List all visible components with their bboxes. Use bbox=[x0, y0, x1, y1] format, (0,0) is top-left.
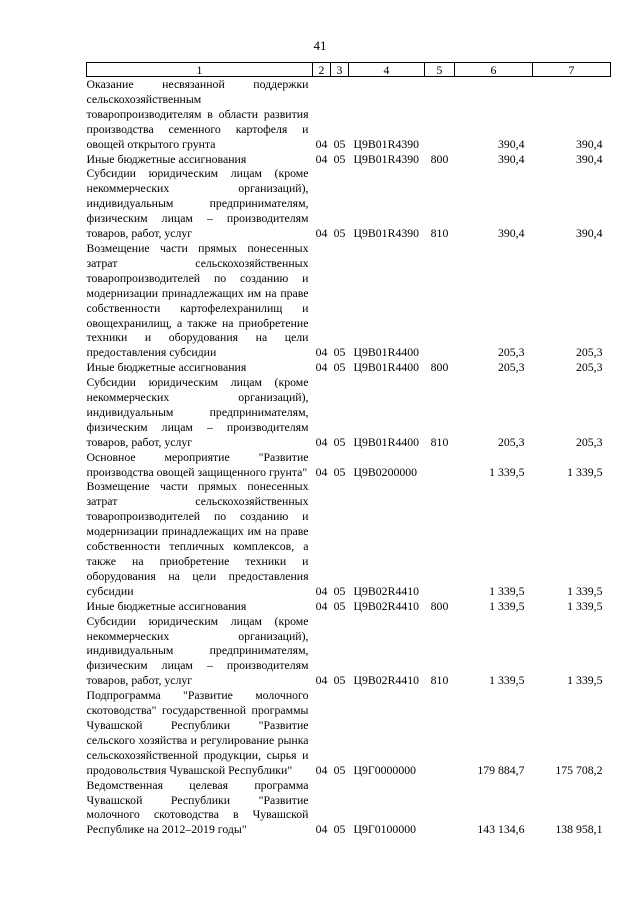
row-expense-type: 810 bbox=[430, 434, 449, 449]
column-header: 5 bbox=[425, 63, 455, 77]
table-row bbox=[87, 360, 611, 375]
row-expense-type: 810 bbox=[430, 673, 449, 688]
table-body bbox=[87, 77, 611, 838]
row-amount-1: 390,4 bbox=[497, 151, 525, 166]
row-name: Субсидии юридическим лицам (кроме некоммерческих организаций), индивидуальным предпринимателям, физическим лицам – производителям товаров, работ, услуг bbox=[86, 613, 309, 688]
row-subsection: 05 bbox=[333, 151, 346, 166]
row-amount-2: 1 339,5 bbox=[567, 464, 603, 479]
row-section: 04 bbox=[315, 226, 328, 241]
row-expense-type: 810 bbox=[430, 226, 449, 241]
row-subsection: 05 bbox=[333, 136, 346, 151]
table-row bbox=[87, 479, 611, 598]
row-expense-type: 800 bbox=[430, 360, 449, 375]
row-section: 04 bbox=[315, 822, 328, 837]
column-header: 3 bbox=[331, 63, 349, 77]
row-target-code: Ц9В01R4400 bbox=[353, 434, 420, 449]
row-amount-2: 205,3 bbox=[575, 360, 603, 375]
row-section: 04 bbox=[315, 136, 328, 151]
column-header: 4 bbox=[349, 63, 425, 77]
row-expense-type bbox=[425, 479, 455, 598]
row-amount-1: 1 339,5 bbox=[489, 673, 525, 688]
row-amount-2: 1 339,5 bbox=[567, 598, 603, 613]
row-amount-1: 1 339,5 bbox=[489, 598, 525, 613]
table-row bbox=[87, 614, 611, 689]
row-expense-type: 800 bbox=[430, 598, 449, 613]
row-amount-1: 1 339,5 bbox=[489, 583, 525, 598]
row-subsection: 05 bbox=[333, 226, 346, 241]
row-amount-2: 390,4 bbox=[575, 151, 603, 166]
table-row bbox=[87, 375, 611, 450]
row-amount-1: 179 884,7 bbox=[477, 762, 525, 777]
row-subsection: 05 bbox=[333, 822, 346, 837]
row-name: Оказание несвязанной поддержки сельскохозяйственным товаропроизводителям в области развития производства семенного картофеля и овощей открытого грунта bbox=[86, 77, 309, 151]
row-amount-1: 205,3 bbox=[497, 434, 525, 449]
row-target-code: Ц9В01R4400 bbox=[353, 360, 420, 375]
row-name: Иные бюджетные ассигнования bbox=[86, 151, 247, 166]
row-section: 04 bbox=[315, 345, 328, 360]
row-section: 04 bbox=[315, 151, 328, 166]
row-amount-1: 143 134,6 bbox=[477, 822, 525, 837]
table-row bbox=[87, 152, 611, 167]
row-target-code: Ц9В01R4400 bbox=[353, 345, 420, 360]
column-header: 1 bbox=[87, 63, 313, 77]
row-name: Возмещение части прямых понесенных затрат сельскохозяйственных товаропроизводителей по созданию и модернизации принадлежащих им на праве собственности тепличных комплексов, а также на приобретение техники и оборудования на цели предоставления субсидии bbox=[86, 479, 309, 598]
table-row bbox=[87, 77, 611, 152]
row-amount-1: 390,4 bbox=[497, 226, 525, 241]
row-name: Возмещение части прямых понесенных затрат сельскохозяйственных товаропроизводителей по созданию и модернизации принадлежащих им на праве собственности картофелехранилищ и овощехранилищ, а также на приобретение техники и оборудования на цели предоставления субсидии bbox=[86, 240, 309, 360]
row-name: Иные бюджетные ассигнования bbox=[86, 360, 247, 375]
table-row bbox=[87, 688, 611, 777]
row-amount-2: 390,4 bbox=[575, 226, 603, 241]
row-amount-1: 205,3 bbox=[497, 345, 525, 360]
row-expense-type bbox=[425, 688, 455, 777]
row-subsection: 05 bbox=[333, 345, 346, 360]
row-target-code: Ц9Г0100000 bbox=[353, 822, 417, 837]
row-expense-type bbox=[425, 778, 455, 838]
row-subsection: 05 bbox=[333, 434, 346, 449]
table-row bbox=[87, 166, 611, 241]
table-header-row bbox=[87, 63, 611, 77]
row-expense-type bbox=[425, 450, 455, 480]
row-expense-type: 800 bbox=[430, 151, 449, 166]
budget-table bbox=[86, 62, 611, 837]
row-amount-1: 205,3 bbox=[497, 360, 525, 375]
table-row bbox=[87, 450, 611, 480]
row-expense-type bbox=[425, 241, 455, 360]
row-section: 04 bbox=[315, 598, 328, 613]
table-row bbox=[87, 599, 611, 614]
row-section: 04 bbox=[315, 583, 328, 598]
row-section: 04 bbox=[315, 464, 328, 479]
row-subsection: 05 bbox=[333, 583, 346, 598]
row-section: 04 bbox=[315, 673, 328, 688]
row-name: Ведомственная целевая программа Чувашской Республики "Развитие молочного скотоводства в Чувашской Республике на 2012–2019 годы" bbox=[86, 777, 309, 837]
row-section: 04 bbox=[315, 434, 328, 449]
row-name: Иные бюджетные ассигнования bbox=[86, 598, 247, 613]
row-section: 04 bbox=[315, 762, 328, 777]
row-name: Основное мероприятие "Развитие производства овощей защищенного грунта" bbox=[86, 449, 309, 479]
row-amount-2: 175 708,2 bbox=[555, 762, 603, 777]
row-target-code: Ц9В02R4410 bbox=[353, 598, 420, 613]
row-target-code: Ц9В01R4390 bbox=[353, 136, 420, 151]
row-amount-2: 205,3 bbox=[575, 434, 603, 449]
row-subsection: 05 bbox=[333, 598, 346, 613]
row-target-code: Ц9В02R4410 bbox=[353, 583, 420, 598]
row-amount-2: 390,4 bbox=[575, 136, 603, 151]
row-amount-1: 390,4 bbox=[497, 136, 525, 151]
column-header: 7 bbox=[533, 63, 611, 77]
row-name: Подпрограмма "Развитие молочного скотоводства" государственной программы Чувашской Республики "Развитие сельского хозяйства и регулирование рынка сельскохозяйственной продукции, сырья и продовольствия Чувашской Республики" bbox=[86, 688, 309, 777]
page-number: 41 bbox=[313, 38, 327, 53]
row-amount-1: 1 339,5 bbox=[489, 464, 525, 479]
row-name: Субсидии юридическим лицам (кроме некоммерческих организаций), индивидуальным предпринимателям, физическим лицам – производителям товаров, работ, услуг bbox=[86, 166, 309, 241]
row-subsection: 05 bbox=[333, 464, 346, 479]
row-target-code: Ц9В01R4390 bbox=[353, 151, 420, 166]
row-amount-2: 1 339,5 bbox=[567, 583, 603, 598]
table-row bbox=[87, 778, 611, 838]
row-target-code: Ц9В02R4410 bbox=[353, 673, 420, 688]
row-amount-2: 1 339,5 bbox=[567, 673, 603, 688]
column-header: 2 bbox=[313, 63, 331, 77]
row-amount-2: 205,3 bbox=[575, 345, 603, 360]
row-name: Субсидии юридическим лицам (кроме некоммерческих организаций), индивидуальным предпринимателям, физическим лицам – производителям товаров, работ, услуг bbox=[86, 375, 309, 449]
row-expense-type bbox=[425, 77, 455, 152]
row-section: 04 bbox=[315, 360, 328, 375]
row-target-code: Ц9В0200000 bbox=[353, 464, 418, 479]
row-subsection: 05 bbox=[333, 360, 346, 375]
table-row bbox=[87, 241, 611, 360]
row-target-code: Ц9В01R4390 bbox=[353, 226, 420, 241]
column-header: 6 bbox=[455, 63, 533, 77]
row-target-code: Ц9Г0000000 bbox=[353, 762, 417, 777]
row-amount-2: 138 958,1 bbox=[555, 822, 603, 837]
row-subsection: 05 bbox=[333, 673, 346, 688]
row-subsection: 05 bbox=[333, 762, 346, 777]
